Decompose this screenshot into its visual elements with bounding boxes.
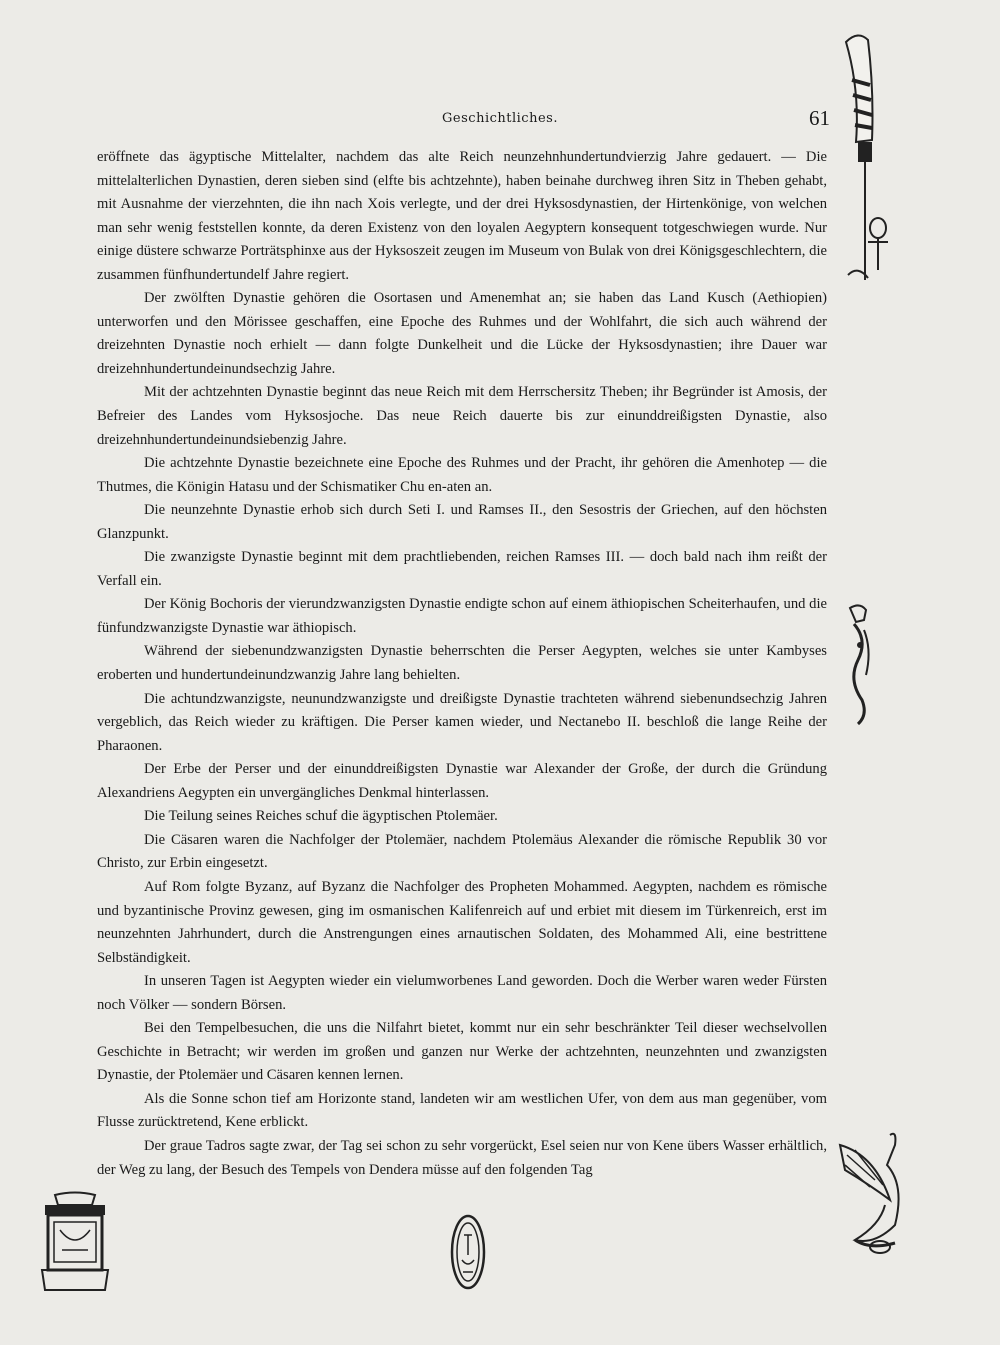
body-text	[97, 146, 827, 1182]
paragraph: Der zwölften Dynastie gehören die Osortasen und Amenemhat an; sie haben das Land Kusch (Aethiopien) unterworfen und den Mörissee geschaffen, eine Epoche des Ruhmes und der Wohlfahrt, die sich auch während der dreizehnten Dynastie noch erhielt — dann folgte Dunkelheit und die Lücke der Hyksosdynastien; ihre Dauer war dreizehnhundertundeinundsechzig Jahre.	[97, 290, 827, 377]
paragraph: Der graue Tadros sagte zwar, der Tag sei schon zu sehr vorgerückt, Esel seien nur von Kene übers Wasser erhältlich, der Weg zu lang, der Besuch des Tempels von Dendera müsse auf den folgenden Tag	[97, 1137, 827, 1178]
paragraph: Die neunzehnte Dynastie erhob sich durch Seti I. und Ramses II., den Sesostris der Griechen, auf den höchsten Glanzpunkt.	[97, 502, 827, 542]
paragraph: Mit der achtzehnten Dynastie beginnt das neue Reich mit dem Herrschersitz Theben; ihr Begründer ist Amosis, der Befreier des Landes vom Hyksosjoche. Das neue Reich dauerte bis zur einunddreißigsten Dynastie, also dreizehnhundertundeinundsiebenzig Jahre.	[97, 384, 827, 448]
paragraph: Die achtzehnte Dynastie bezeichnete eine Epoche des Ruhmes und der Pracht, ihr gehören die Amenhotep — die Thutmes, die Königin Hatasu und der Schismatiker Chu en-aten an.	[97, 455, 827, 495]
carved-chest-icon	[30, 1190, 120, 1300]
paragraph: Die Cäsaren waren die Nachfolger der Ptolemäer, nachdem Ptolemäus Alexander die römische Republik 30 vor Christo, zur Erbin eingesetzt.	[97, 831, 827, 872]
cartouche-seal-icon	[448, 1210, 488, 1300]
paragraph: Die zwanzigste Dynastie beginnt mit dem prachtliebenden, reichen Ramses III. — doch bald nach ihm reißt der Verfall ein.	[97, 549, 827, 589]
paragraph: Die achtundzwanzigste, neunundzwanzigste und dreißigste Dynastie trachteten während siebenundsechzig Jahren vergeblich, das Reich wieder zu kräftigen. Die Perser kamen wieder, und Nectanebo II. beschloß die lange Reihe der Pharaonen.	[97, 690, 827, 754]
paragraph: Bei den Tempelbesuchen, die uns die Nilfahrt bietet, kommt nur ein sehr beschränkter Teil dieser wechselvollen Geschichte in Betracht; wir werden im großen und ganzen nur Werke der achtzehnten, neunzehnten und zwanzigsten Dynastie, der Ptolemäer und Cäsaren kennen lernen.	[97, 1020, 827, 1084]
paragraph: Während der siebenundzwanzigsten Dynastie beherrschten die Perser Aegypten, welches sie unter Kambyses eroberten und hundertundeinundzwanzig Jahre lang behielten.	[97, 643, 827, 684]
page-number: 61	[809, 106, 830, 130]
paragraph: Die Teilung seines Reiches schuf die ägyptischen Ptolemäer.	[144, 808, 498, 825]
staff-with-ankh-icon	[838, 30, 898, 290]
paragraph: eröffnete das ägyptische Mittelalter, nachdem das alte Reich neunzehnhundertundvierzig Jahre gedauert. — Die mittelalterlichen Dynastien, deren sieben sind (elfte bis achtzehnte), haben beinahe durchweg ihren Sitz in Theben gehabt, mit Ausnahme der vierzehnten, die ihn nach Xois verlegte, und der drei Hyksosdynastien, der Hirtenkönige, von welchen man sehr wenig feststellen konnte, da deren Existenz von den loyalen Aegyptern konsequent totgeschwiegen wurde. Nur einige düstere schwarze Porträtsphinxe aus der Hyksoszeit zeugen im Museum von Bulak von drei Königsgeschlechtern, die zusammen fünfhundertundelf Jahre regiert.	[97, 149, 827, 283]
winged-vulture-icon	[835, 1125, 915, 1265]
paragraph: In unseren Tagen ist Aegypten wieder ein vielumworbenes Land geworden. Doch die Werber waren weder Fürsten noch Völker — sondern Börsen.	[97, 973, 827, 1013]
paragraph: Der Erbe der Perser und der einunddreißigsten Dynastie war Alexander der Große, der durch die Gründung Alexandriens Aegypten ein unvergängliches Denkmal hinterlassen.	[97, 761, 827, 801]
paragraph: Der König Bochoris der vierundzwanzigsten Dynastie endigte schon auf einem äthiopischen Scheiterhaufen, und die fünfundzwanzigste Dynastie war äthiopisch.	[97, 596, 827, 636]
running-title: Geschichtliches.	[442, 111, 558, 126]
paragraph: Als die Sonne schon tief am Horizonte stand, landeten wir am westlichen Ufer, von dem aus man gegenüber, vom Flusse zurücktretend, Kene erblickt.	[97, 1090, 827, 1131]
uraeus-scepter-icon	[838, 600, 888, 730]
paragraph: Auf Rom folgte Byzanz, auf Byzanz die Nachfolger des Propheten Mohammed. Aegypten, nachdem es römische und byzantinische Provinz gewesen, ging im osmanischen Kalifenreich auf und erbiet mit diesem im Türkenreich, erst im neunzehnten Jahrhundert, durch die Anstrengungen eines arnautischen Soldaten, des Mohammed Ali, eine bestrittene Selbständigkeit.	[97, 878, 827, 966]
